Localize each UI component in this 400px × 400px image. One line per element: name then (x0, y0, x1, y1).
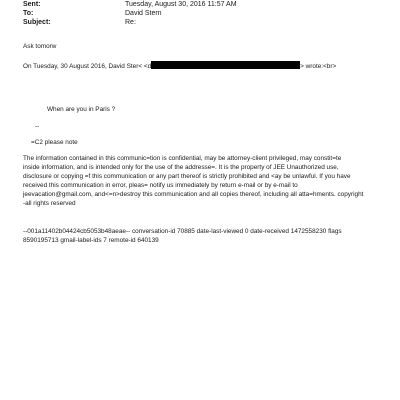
metadata-line: --001a11402b04424cb5053b48aeae-- conversation-id 70885 date-last-viewed 0 date-received 1472558230 flags (23, 228, 342, 235)
quote-intro-start: On Tuesday, 30 August 2016, David Ster< <d (23, 63, 152, 70)
subject-row (23, 18, 136, 27)
to-label: To: (23, 10, 34, 17)
subject-value: Re: (125, 19, 136, 26)
sent-row (23, 0, 237, 9)
reply-text: Ask tomorw (23, 43, 57, 50)
disclaimer-line: received this communication in error, pleas= notify us immediately by return e-mail or by e-mail to (23, 182, 298, 189)
signature-dashes: -- (35, 123, 40, 130)
sent-label: Sent: (23, 1, 41, 8)
redaction-bar (151, 61, 300, 69)
to-row (23, 9, 162, 18)
quoted-message: When are you in Paris ? (47, 106, 116, 113)
to-value: David Stern (125, 10, 162, 17)
disclaimer-line: -all rights reserved (23, 200, 76, 207)
sent-value: Tuesday, August 30, 2016 11:57 AM (125, 1, 237, 8)
quote-intro (23, 61, 336, 71)
disclaimer-line: The information contained in this communic=tion is confidential, may be attorney-client privileged, may constit=te (23, 155, 342, 162)
disclaimer-line: inside information, and is intended only for the use of the addresse=. It is the property of JEE Unauthorized use, (23, 164, 339, 171)
subject-label: Subject: (23, 19, 51, 26)
signature-note: =C2 please note (31, 139, 78, 146)
disclaimer-line: jeevacation@gmail.com, and<=n>destroy this communication and all copies thereof, including all atta=hments. copyright (23, 191, 364, 198)
metadata-line: 8590195713 gmail-label-ids 7 remote-id 640139 (23, 237, 159, 244)
disclaimer-line: disclosure or copying =f this communication or any part thereof is strictly prohibited and <ay be unlawful. If you have (23, 173, 351, 180)
quote-intro-end: > wrote:<br> (300, 63, 337, 70)
